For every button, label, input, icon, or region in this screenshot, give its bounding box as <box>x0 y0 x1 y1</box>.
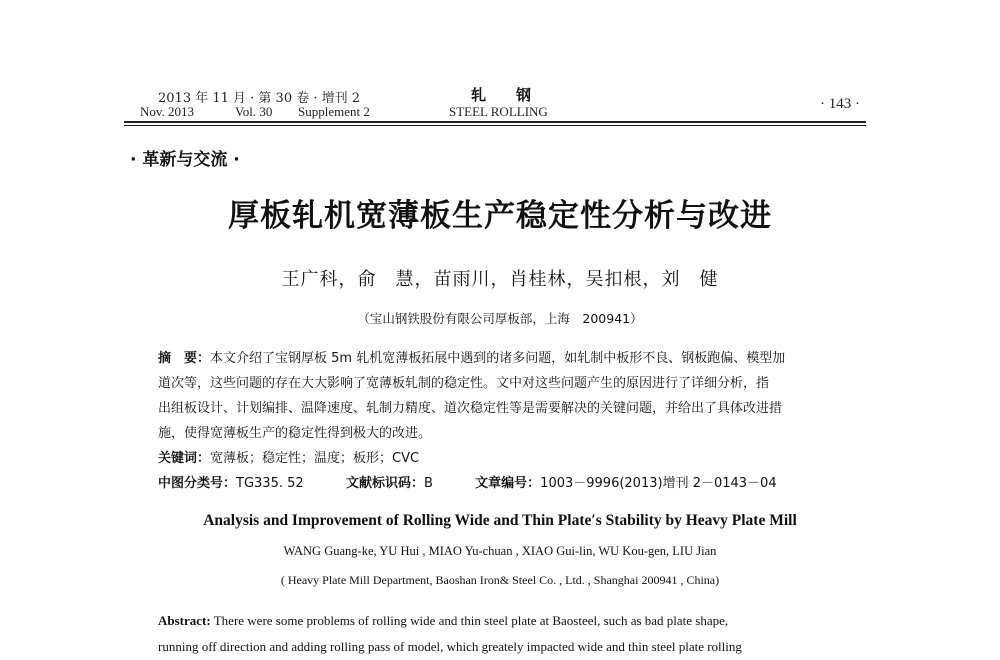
header-date-cn: 2013 年 11 月 · 第 30 卷 · 增刊 2 <box>158 91 361 106</box>
abstract-en-label: Abstract: <box>158 613 211 628</box>
header-rule-thin <box>124 125 866 126</box>
doc-code-value: B <box>423 476 433 491</box>
authors-en: WANG Guang-ke, YU Hui , MIAO Yu-chuan , XIAO Gui-lin, WU Kou-gen, LIU Jian <box>283 544 717 558</box>
keywords-cn <box>158 446 878 471</box>
keywords-cn-value: 宽薄板；稳定性；温度；板形；CVC <box>210 451 420 466</box>
paper-title-en: Analysis and Improvement of Rolling Wide and Thin Plate′s Stability by Heavy Plate Mill <box>203 512 797 529</box>
header-volume-en: Vol. 30 <box>235 104 273 119</box>
abstract-cn-line: 出组板设计、计划编排、温降速度、轧制力精度、道次稳定性等是需要解决的关键问题，并给出了具体改进措 <box>158 401 783 416</box>
article-number-label: 文章编号： <box>475 476 541 491</box>
abstract-cn-line: 道次等，这些问题的存在大大影响了宽薄板轧制的稳定性。文中对这些问题产生的原因进行了详细分析，指 <box>158 376 770 391</box>
paper-title-cn: 厚板轧机宽薄板生产稳定性分析与改进 <box>228 198 772 234</box>
classification-line <box>158 471 777 496</box>
abstract-cn-line: 施，使得宽薄板生产的稳定性得到极大的改进。 <box>158 426 432 441</box>
affiliation-en: ( Heavy Plate Mill Department, Baoshan Iron& Steel Co. , Ltd. , Shanghai 200941 , China) <box>280 573 720 587</box>
abstract-en-line: running off direction and adding rolling pass of model, which greately impacted wide and thin steel plate rolling <box>158 639 742 654</box>
header-date-en: Nov. 2013 <box>140 104 195 119</box>
clc-label: 中图分类号： <box>158 476 237 491</box>
abstract-cn-label: 摘 要： <box>158 351 211 366</box>
doc-code-label: 文献标识码： <box>345 476 424 491</box>
abstract-cn <box>158 346 878 471</box>
section-label: · 革新与交流 · <box>130 150 240 170</box>
header-journal-en: STEEL ROLLING <box>449 104 548 119</box>
header-supplement-en: Supplement 2 <box>298 104 370 119</box>
authors-cn: 王广科，俞 慧，苗雨川，肖桂林，吴扣根，刘 健 <box>281 269 719 290</box>
header-journal-cn: 轧 钢 <box>471 86 532 104</box>
affiliation-cn: （宝山钢铁股份有限公司厚板部，上海 200941） <box>357 311 643 326</box>
page-number: · 143 · <box>820 96 860 112</box>
abstract-en-line: There were some problems of rolling wide and thin steel plate at Baosteel, such as bad plate shape, <box>210 613 729 628</box>
clc-value: TG335. 52 <box>236 476 304 491</box>
abstract-cn-line: 本文介绍了宝钢厚板 5m 轧机宽薄板拓展中遇到的诸多问题，如轧制中板形不良、钢板跑偏、模型加 <box>210 351 786 366</box>
article-number-value: 1003－9996(2013)增刊 2－0143－04 <box>540 476 777 491</box>
keywords-cn-label: 关键词： <box>158 451 211 466</box>
abstract-en <box>158 608 742 660</box>
header-rule-thick <box>124 121 866 123</box>
